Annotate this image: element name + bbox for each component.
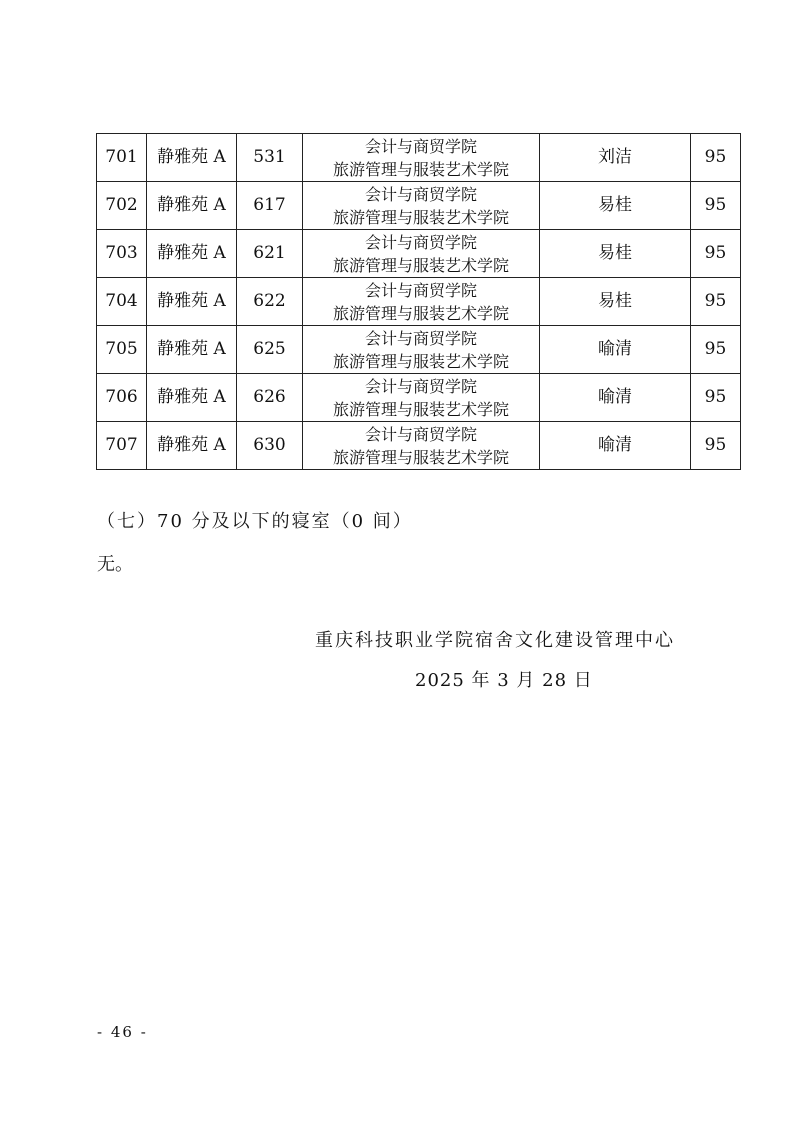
table-row [97,374,741,422]
college-line-1: 会计与商贸学院 [364,136,477,156]
manager-cell: 喻清 [540,374,691,422]
row-number-cell: 703 [97,230,147,278]
score-cell: 95 [691,230,741,278]
score-cell: 95 [691,326,741,374]
manager-cell: 刘洁 [540,134,691,182]
table-row [97,422,741,470]
college-line-1: 会计与商贸学院 [364,424,477,444]
manager-cell: 易桂 [540,182,691,230]
page-number: - 46 - [97,1023,148,1041]
room-cell: 625 [237,326,303,374]
section-heading: （七）70 分及以下的寝室（0 间） [97,511,413,532]
room-cell: 621 [237,230,303,278]
college-line-1: 会计与商贸学院 [364,376,477,396]
college-line-1: 会计与商贸学院 [364,280,477,300]
manager-cell: 易桂 [540,278,691,326]
table-row [97,134,741,182]
manager-cell: 喻清 [540,422,691,470]
room-cell: 531 [237,134,303,182]
building-cell: 静雅苑 A [147,422,237,470]
college-line-2: 旅游管理与服装艺术学院 [332,159,509,179]
manager-cell: 易桂 [540,230,691,278]
building-cell: 静雅苑 A [147,326,237,374]
table-row [97,278,741,326]
table-row [97,230,741,278]
row-number-cell: 705 [97,326,147,374]
score-cell: 95 [691,422,741,470]
college-cell [303,422,540,470]
college-line-2: 旅游管理与服装艺术学院 [332,255,509,275]
college-cell [303,230,540,278]
college-cell [303,278,540,326]
signature-organization: 重庆科技职业学院宿舍文化建设管理中心 [315,630,675,651]
college-line-2: 旅游管理与服装艺术学院 [332,447,509,467]
score-cell: 95 [691,182,741,230]
college-line-1: 会计与商贸学院 [364,184,477,204]
college-cell [303,374,540,422]
room-cell: 622 [237,278,303,326]
college-line-2: 旅游管理与服装艺术学院 [332,399,509,419]
row-number-cell: 706 [97,374,147,422]
score-cell: 95 [691,134,741,182]
score-cell: 95 [691,374,741,422]
building-cell: 静雅苑 A [147,182,237,230]
row-number-cell: 702 [97,182,147,230]
dorm-score-table [96,133,741,470]
table-row [97,326,741,374]
signature-date: 2025 年 3 月 28 日 [415,670,593,691]
college-line-2: 旅游管理与服装艺术学院 [332,351,509,371]
score-cell: 95 [691,278,741,326]
building-cell: 静雅苑 A [147,134,237,182]
college-line-2: 旅游管理与服装艺术学院 [332,303,509,323]
row-number-cell: 701 [97,134,147,182]
table-row [97,182,741,230]
building-cell: 静雅苑 A [147,230,237,278]
room-cell: 617 [237,182,303,230]
manager-cell: 喻清 [540,326,691,374]
college-line-1: 会计与商贸学院 [364,232,477,252]
section-content: 无。 [97,554,133,575]
college-line-1: 会计与商贸学院 [364,328,477,348]
room-cell: 630 [237,422,303,470]
building-cell: 静雅苑 A [147,278,237,326]
building-cell: 静雅苑 A [147,374,237,422]
college-cell [303,326,540,374]
college-cell [303,182,540,230]
college-cell [303,134,540,182]
college-line-2: 旅游管理与服装艺术学院 [332,207,509,227]
row-number-cell: 707 [97,422,147,470]
row-number-cell: 704 [97,278,147,326]
room-cell: 626 [237,374,303,422]
